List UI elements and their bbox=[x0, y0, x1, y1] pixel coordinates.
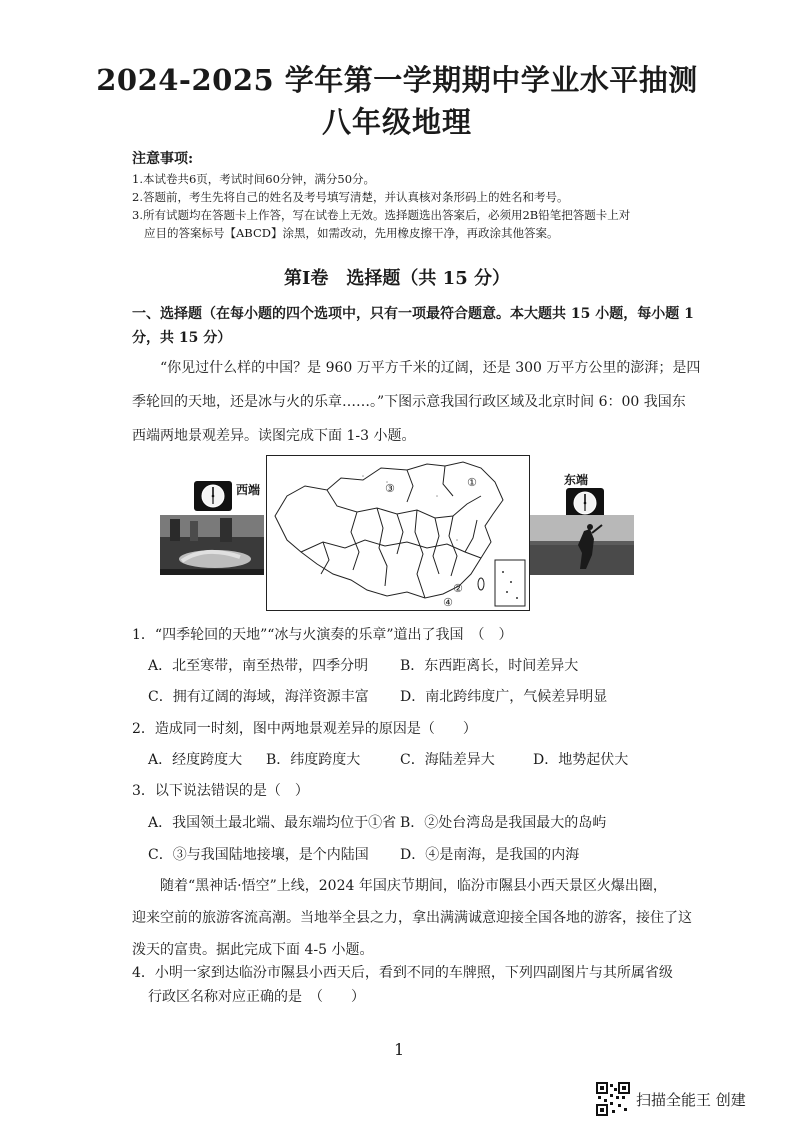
china-map bbox=[266, 455, 530, 611]
instructions: 一、选择题（在每小题的四个选项中，只有一项最符合题意。本大题共 15 小题，每小题 1 bbox=[132, 306, 694, 322]
scanner-app-text: 扫描全能王 创建 bbox=[636, 1090, 746, 1109]
notice-item: 应目的答案标号【ABCD】涂黑，如需改动，先用橡皮擦干净，再政涂其他答案。 bbox=[144, 226, 559, 240]
option-1c: C．拥有辽阔的海域，海洋资源丰富 bbox=[148, 689, 369, 705]
passage-line: 随着“黑神话·悟空”上线，2024 年国庆节期间，临汾市隰县小西天景区火爆出圈， bbox=[160, 878, 667, 894]
map-marker-1: ① bbox=[467, 476, 477, 489]
east-landscape-photo bbox=[530, 515, 634, 575]
option-3a: A．我国领土最北端、最东端均位于①省 bbox=[148, 815, 397, 831]
passage-line: 迎来空前的旅游客流高潮。当地举全县之力，拿出满满诚意迎接全国各地的游客，接住了这 bbox=[132, 910, 692, 926]
option-1a: A．北至寒带，南至热带，四季分明 bbox=[148, 658, 369, 674]
west-landscape-photo bbox=[160, 515, 264, 575]
option-2d: D．地势起伏大 bbox=[533, 752, 629, 768]
option-2c: C．海陆差异大 bbox=[400, 752, 495, 768]
question-1: 1．“四季轮回的天地”“冰与火演奏的乐章”道出了我国 （ ） bbox=[132, 627, 513, 643]
option-3b: B．②处台湾岛是我国最大的岛屿 bbox=[400, 815, 607, 831]
notice-item: 2.答题前，考生先将自己的姓名及考号填写清楚，并认真核对条形码上的姓名和考号。 bbox=[132, 190, 569, 204]
exam-title: 2024-2025 学年第一学期期中学业水平抽测 bbox=[96, 63, 698, 97]
instructions: 分，共 15 分） bbox=[132, 330, 232, 346]
qr-code-icon bbox=[596, 1082, 630, 1116]
scanner-watermark bbox=[596, 1082, 746, 1116]
question-3: 3．以下说法错误的是（ ） bbox=[132, 783, 309, 799]
notice-item: 3.所有试题均在答题卡上作答，写在试卷上无效。选择题选出答案后，必须用2B铅笔把答题卡上对 bbox=[132, 208, 631, 222]
question-2: 2．造成同一时刻，图中两地景观差异的原因是（ ） bbox=[132, 721, 477, 737]
option-3c: C．③与我国陆地接壤，是个内陆国 bbox=[148, 847, 369, 863]
exam-subtitle: 八年级地理 bbox=[321, 105, 472, 139]
option-1b: B．东西距离长，时间差异大 bbox=[400, 658, 579, 674]
option-3d: D．④是南海，是我国的内海 bbox=[400, 847, 580, 863]
east-clock-icon bbox=[566, 488, 604, 518]
notice-item: 1.本试卷共6页，考试时间60分钟，满分50分。 bbox=[132, 172, 376, 186]
passage-line: 季轮回的天地，还是冰与火的乐章……。”下图示意我国行政区域及北京时间 6：00 我国东 bbox=[132, 394, 686, 410]
west-end-label: 西端 bbox=[236, 483, 261, 497]
passage-line: 西端两地景观差异。读图完成下面 1-3 小题。 bbox=[132, 428, 416, 444]
option-2b: B．纬度跨度大 bbox=[266, 752, 361, 768]
question-4-cont: 行政区名称对应正确的是 （ ） bbox=[148, 989, 365, 1005]
section-title: 第Ⅰ卷 选择题（共 15 分） bbox=[283, 268, 510, 289]
west-clock-icon bbox=[194, 481, 232, 511]
question-4: 4．小明一家到达临汾市隰县小西天后，看到不同的车牌照，下列四副图片与其所属省级 bbox=[132, 965, 673, 981]
passage-line: “你见过什么样的中国？是 960 万平方千米的辽阔，还是 300 万平方公里的澎湃；是四 bbox=[160, 360, 701, 376]
notice-heading: 注意事项: bbox=[132, 151, 194, 167]
map-marker-4: ④ bbox=[443, 596, 453, 609]
map-marker-3: ③ bbox=[385, 482, 395, 495]
option-1d: D．南北跨纬度广，气候差异明显 bbox=[400, 689, 608, 705]
page-number: 1 bbox=[394, 1040, 405, 1059]
passage-line: 泼天的富贵。据此完成下面 4-5 小题。 bbox=[132, 942, 374, 958]
option-2a: A．经度跨度大 bbox=[148, 752, 243, 768]
map-marker-2: ② bbox=[453, 582, 463, 595]
east-end-label: 东端 bbox=[564, 473, 589, 487]
